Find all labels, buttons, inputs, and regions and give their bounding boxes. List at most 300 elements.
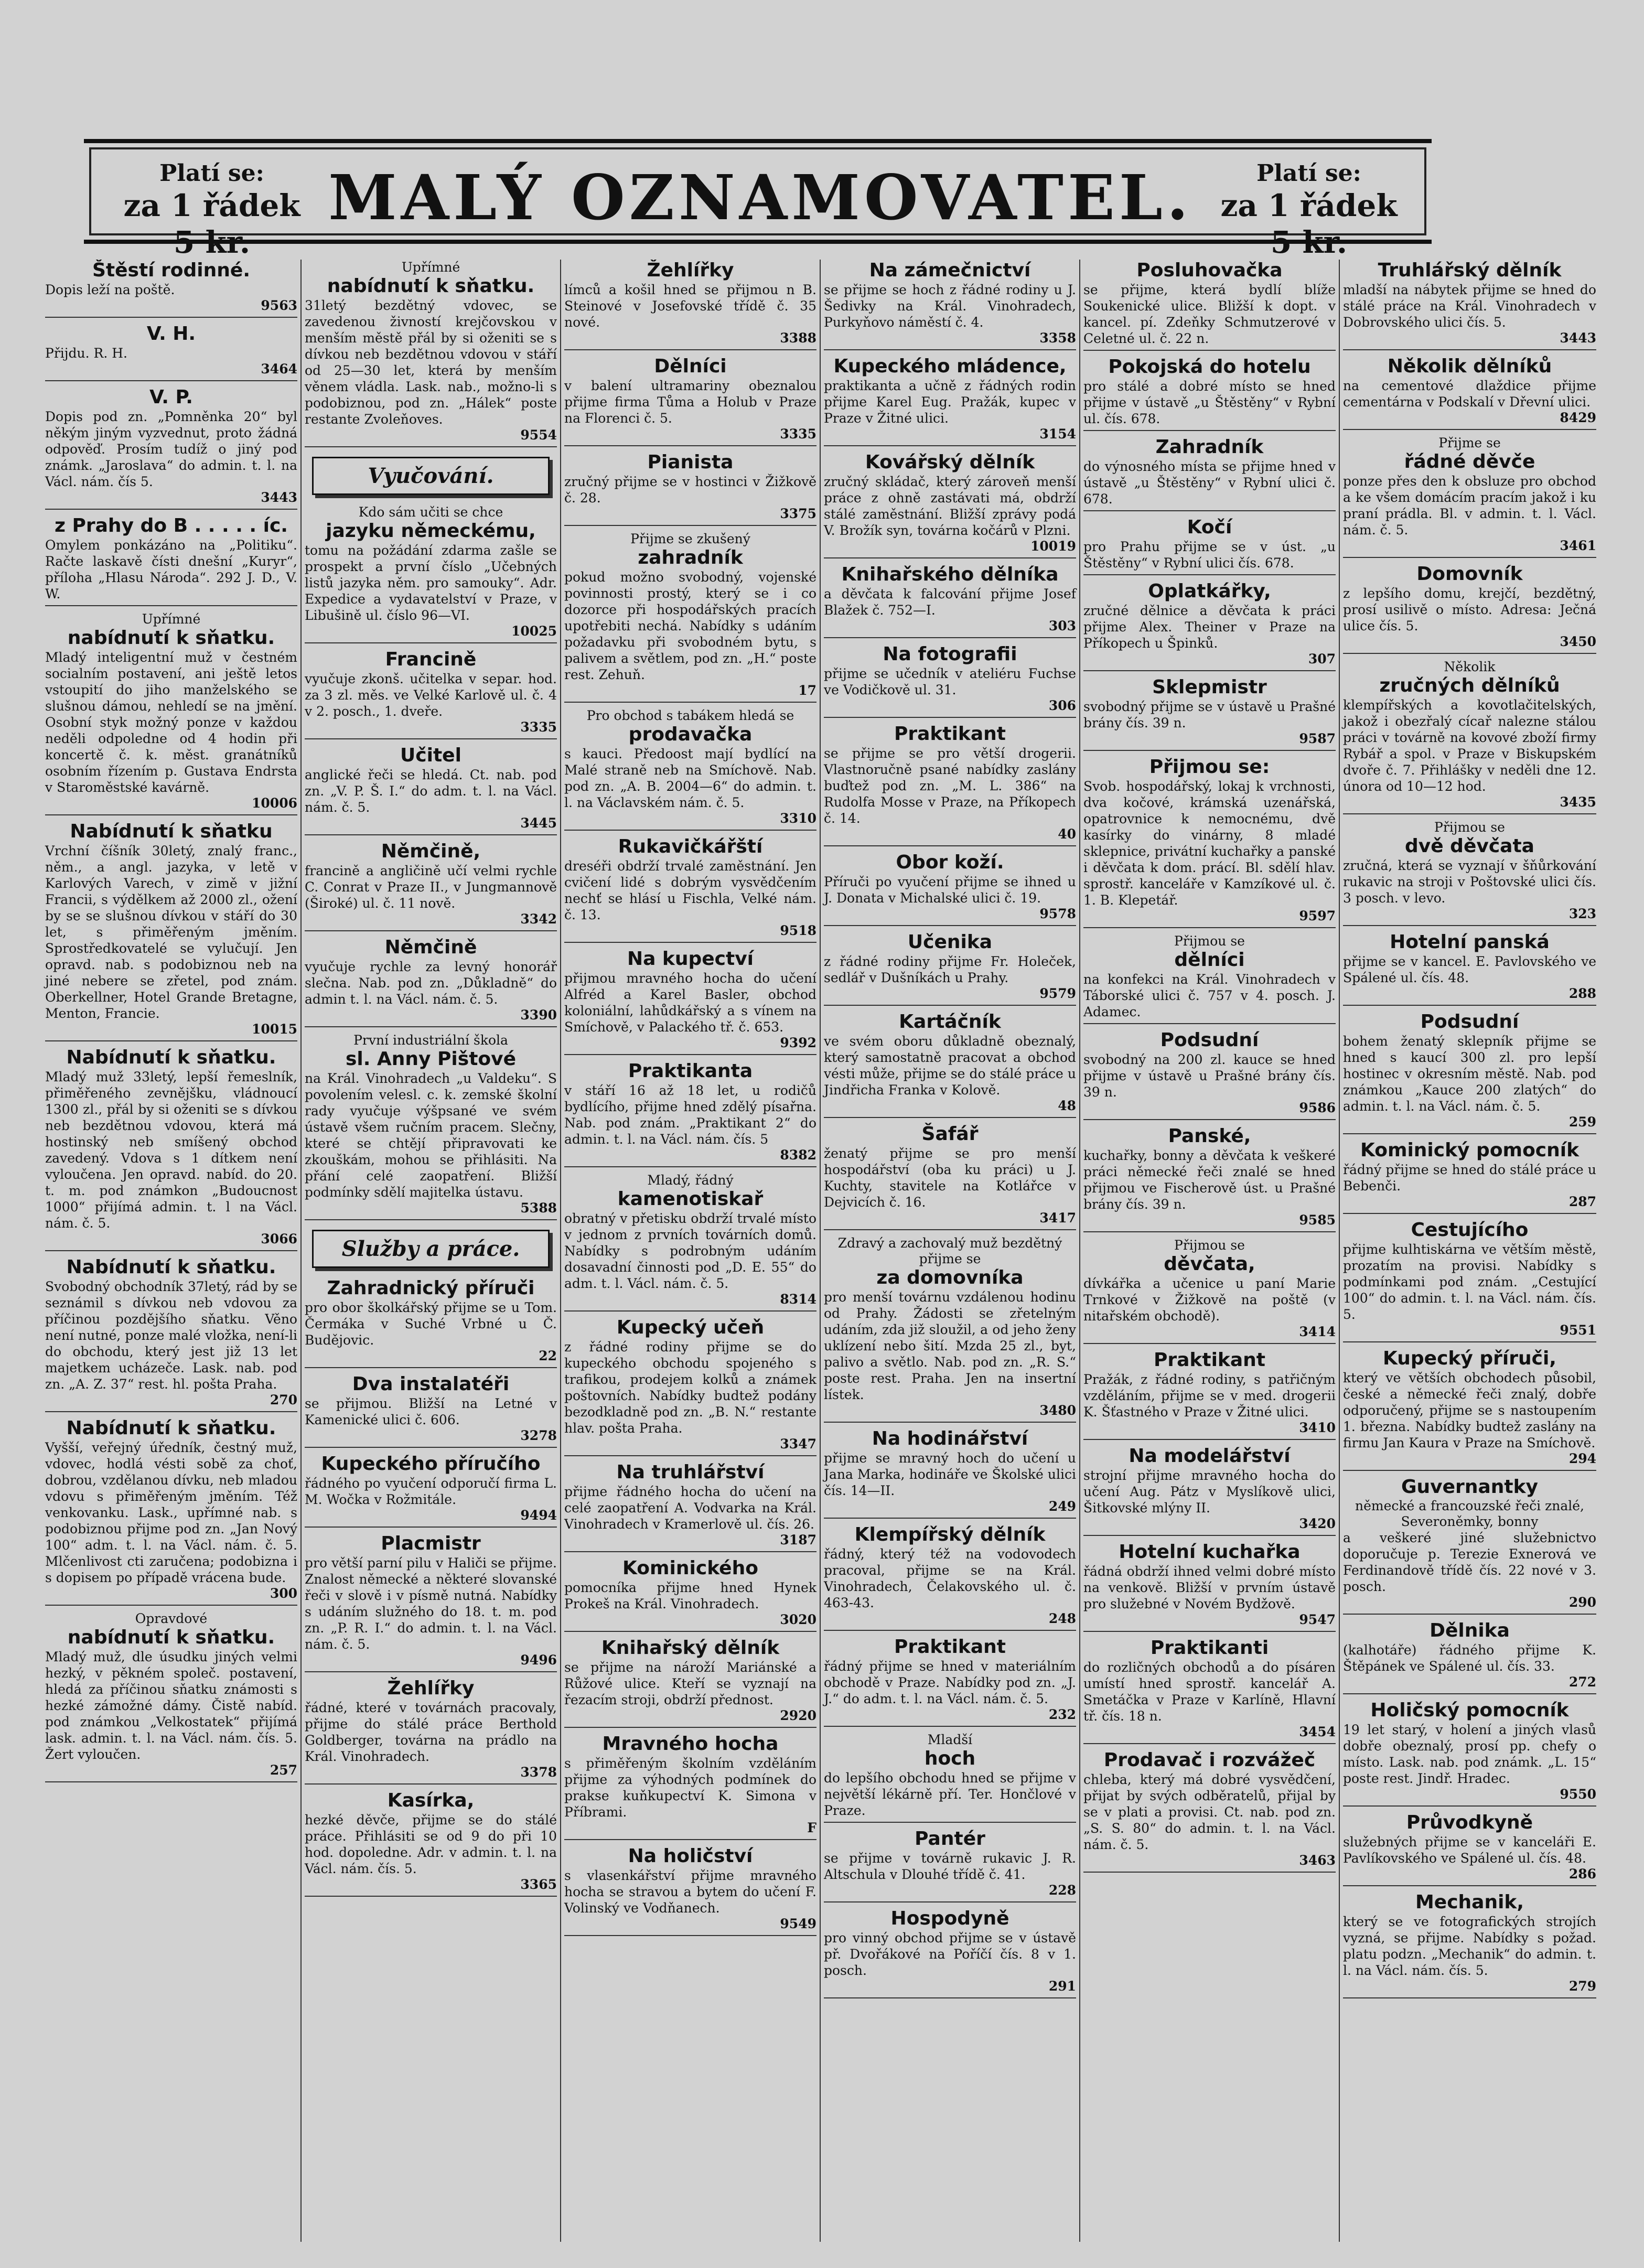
ad-body: na konfekci na Král. Vinohradech v Táborské ulici č. 757 v 4. posch. J. Adamec. <box>1083 972 1336 1019</box>
ad-heading: Pianista <box>647 452 734 473</box>
ad-number: 3310 <box>780 811 816 826</box>
ad-body: na Král. Vinohradech „u Valdeku“. S povolením velesl. c. k. zemské školní rady vyučuje výšpsané ve svém ústavě všem ručním pracem. Slečny, které se chtějí připravovati ke zkouškám, mohou se přihlásiti. Na přání celé zaopatření. Bližší podmínky sdělí majitelka ústavu. <box>305 1071 557 1200</box>
ad-body: řádné, které v továrnách pracovaly, přijme do stálé práce Berthold Goldberger, továrna na prádlo na Král. Vinohradech. <box>305 1700 557 1764</box>
ad-subheading: Přijme se zkušený <box>630 531 750 546</box>
classified-ad <box>564 1060 816 1167</box>
ad-heading: Kočí <box>1187 517 1232 538</box>
ad-number: 323 <box>1568 906 1596 921</box>
ad-number: 9494 <box>520 1508 557 1523</box>
ad-heading: Praktikant <box>894 1636 1006 1658</box>
classified-ad <box>305 841 557 931</box>
section-banner: Vyučování. <box>312 457 550 495</box>
ad-body: který se ve fotografických strojích vyzná, se přijme. Nabídky s požad. platu podzn. „Mechanik“ do admin. t. l. na Václ. nám. čís. 5. <box>1343 1914 1596 1978</box>
ad-body: ponze přes den k obsluze pro obchod a ke všem domácím pracím jakož i ku praní prádla. Bl. v admin. t. l. Václ. nám. č. 5. <box>1343 474 1596 538</box>
ad-number: 9518 <box>780 923 816 938</box>
ad-heading: nabídnutí k sňatku. <box>67 627 275 649</box>
ad-heading: Francině <box>385 649 477 670</box>
ad-heading: Praktikant <box>1154 1349 1265 1371</box>
ad-body: do rozličných obchodů a do písáren umístí hned sprostř. kancelář A. Smetáčka v Praze v Karlíně, Hlavní tř. čís. 18 n. <box>1083 1660 1336 1724</box>
classified-ad <box>824 643 1076 718</box>
classified-ad <box>1083 1749 1336 1873</box>
ad-divider <box>564 1839 816 1840</box>
ad-heading: Němčině, <box>381 841 481 862</box>
ad-body: klempířských a kovotlačitelských, jakož i obezřalý cícař nalezne stálou práci v továrně na kovové zboží firmy Rybář a spol. v Praze v Biskupském dvoře č. 7. Přihlášky v neděli dne 12. února od 10—12 hod. <box>1343 697 1596 794</box>
ad-divider <box>1083 750 1336 751</box>
ad-number: 40 <box>1058 826 1076 842</box>
ad-body: Omylem ponkázáno na „Politiku“. Račte laskavě čísti dnešní „Kuryr“, příloha „Hlasu Národa“. 292 J. D., V. W. <box>45 538 297 601</box>
ad-body: řádného po vyučení odporučí firma L. M. Wočka v Rožmitále. <box>305 1476 557 1507</box>
ad-number: 9563 <box>261 298 297 313</box>
ad-number: 3480 <box>1039 1403 1076 1418</box>
ad-divider <box>1083 1343 1336 1344</box>
ad-divider <box>305 642 557 643</box>
ad-number: 48 <box>1058 1098 1076 1113</box>
ad-number: 3365 <box>520 1877 557 1892</box>
ad-divider <box>564 525 816 526</box>
classified-ad <box>564 1461 816 1552</box>
ad-body: Pražák, z řádné rodiny, s patřičným vzděláním, přijme se v med. drogerii K. Šťastného v Praze v Žitné ulici. <box>1083 1372 1336 1420</box>
ad-subheading: Přijmou se <box>1174 1238 1245 1253</box>
classified-ad <box>564 1557 816 1632</box>
ad-heading: Dělnika <box>1430 1620 1510 1641</box>
classified-ad <box>45 515 297 606</box>
ad-number: 286 <box>1568 1866 1596 1882</box>
ad-body: zručné dělnice a děvčata k práci přijme Alex. Theiner v Praze na Příkopech u Špinků. <box>1083 603 1336 651</box>
classified-ad <box>1083 436 1336 511</box>
ad-divider <box>1083 1872 1336 1873</box>
ad-divider <box>824 845 1076 846</box>
classified-ad <box>1343 356 1596 430</box>
classified-ad <box>1343 1891 1596 1998</box>
classified-ad <box>305 260 557 447</box>
price-right-top: Platí se: <box>1256 160 1361 187</box>
ad-heading: Zahradnický příruči <box>327 1277 535 1299</box>
ad-subheading: Pro obchod s tabákem hledá se <box>586 708 794 723</box>
ad-divider <box>824 1901 1076 1902</box>
ad-divider <box>824 1005 1076 1006</box>
ad-heading: Praktikanti <box>1150 1637 1269 1659</box>
ad-number: 3435 <box>1560 794 1596 810</box>
classified-ad <box>564 452 816 526</box>
ad-heading: hoch <box>924 1748 976 1769</box>
ad-body: se přijme na nároží Mariánské a Růžové ulice. Kteří se vyznají na řezacím stroji, obdrží přednost. <box>564 1660 816 1707</box>
ad-heading: Mechanik, <box>1415 1891 1524 1913</box>
ad-heading: kamenotiskař <box>617 1188 764 1210</box>
price-right-bottom: za 1 řádek 5 kr. <box>1220 188 1398 260</box>
ad-number: 294 <box>1568 1451 1596 1466</box>
classified-ad <box>1343 1700 1596 1807</box>
ad-heading: V. H. <box>146 323 196 345</box>
ad-number: 10019 <box>1030 539 1076 554</box>
ad-divider <box>1343 1341 1596 1342</box>
ad-divider <box>1343 1885 1596 1886</box>
ad-divider <box>564 1455 816 1456</box>
ad-body: obratný v přetisku obdrží trvalé místo v jednom z prvních továrních domů. Nabídky s podrobným udáním dosavadní činnosti pod „D. E. 55“ do adm. t. l. Václ. nám. č. 5. <box>564 1211 816 1291</box>
ad-divider <box>564 1727 816 1728</box>
classified-ad <box>1343 1812 1596 1886</box>
ad-number: 9550 <box>1560 1787 1596 1802</box>
classified-ad <box>1343 435 1596 558</box>
ad-number: 3414 <box>1299 1324 1336 1339</box>
ad-divider <box>305 446 557 447</box>
ad-number: 3390 <box>520 1007 557 1023</box>
ad-body: s vlasenkářství přijme mravného hocha se stravou a bytem do učení F. Volinský ve Vodňanech. <box>564 1868 816 1916</box>
ad-number: 10025 <box>511 624 557 639</box>
ad-divider <box>824 349 1076 350</box>
ad-body: přijmou mravného hocha do učení Alfréd a Karel Basler, obchod koloniální, lahůdkářský a s vínem na Smíchově, v Palackého tř. č. 653. <box>564 971 816 1035</box>
ad-number: 228 <box>1048 1883 1076 1898</box>
ad-heading: dvě děvčata <box>1405 835 1534 857</box>
ad-heading: Nabídnutí k sňatku. <box>66 1417 276 1439</box>
ad-divider <box>1083 1231 1336 1232</box>
ad-number: 9549 <box>780 1916 816 1931</box>
ad-number: 3358 <box>1039 330 1076 346</box>
classified-ad <box>1083 356 1336 431</box>
ad-number: 3020 <box>780 1612 816 1627</box>
ad-body: Svob. hospodářský, lokaj k vrchnosti, dva kočové, krámská uzenářská, opatrovnice k nemocnému, dvě kasírky do vinárny, 8 mladé sklepnice, privátní kuchařky a panské i děvčata k dom. prácí. Bl. sdělí hlav. sprostř. kanceláře v Kamzíkové ul. č. 1. B. Klepetář. <box>1083 779 1336 908</box>
ad-divider <box>564 1310 816 1312</box>
ad-body: zručná, která se vyznají v šňůrkování rukavic na stroji v Poštovské ulici čís. 3 posch. v levo. <box>1343 858 1596 906</box>
ad-divider <box>1343 1693 1596 1694</box>
classified-ad <box>824 260 1076 350</box>
ad-body: a děvčata k falcování přijme Josef Blažek č. 752—I. <box>824 586 1076 618</box>
ad-heading: Němčině <box>384 937 477 958</box>
ad-body: z řádné rodiny přijme Fr. Holeček, sedlář v Dušníkách u Prahy. <box>824 954 1076 985</box>
ad-body: chleba, který má dobré vysvědčení, přijat by svých odběratelů, přijal by se v plati a provisi. Ct. nab. pod zn. „S. S. 80“ do admin. t. l. na Václ. nám. č. 5. <box>1083 1772 1336 1852</box>
ad-body: se přijme, která bydlí blíže Soukenické ulice. Bližší k dopt. v kancel. pí. Zdeňky Schmutzerové v Celetné ul. č. 22 n. <box>1083 282 1336 346</box>
classified-ad <box>305 1533 557 1672</box>
ad-heading: Dělníci <box>654 356 727 377</box>
ad-body: svobodný na 200 zl. kauce se hned přijme v ústavě u Prašné brány čís. 39 n. <box>1083 1052 1336 1100</box>
ad-number: 9554 <box>520 427 557 443</box>
ad-divider <box>45 1250 297 1251</box>
ad-heading: Nabídnutí k sňatku. <box>66 1256 276 1278</box>
ad-body: (kalhotáře) řádného přijme K. Štěpánek ve Spálené ul. čís. 33. <box>1343 1642 1596 1674</box>
ad-subheading: Zdravý a zachovalý muž bezdětný přijme se <box>837 1235 1062 1266</box>
ad-body: se přijme v továrně rukavic J. R. Altschula v Dlouhé třídě č. 41. <box>824 1851 1076 1882</box>
ad-body: Příruči po vyučení přijme se ihned u J. Donata v Michalské ulici č. 19. <box>824 874 1076 906</box>
ad-subheading: Upřímné <box>401 260 460 275</box>
classified-ad <box>824 1732 1076 1823</box>
classified-ad <box>1343 820 1596 926</box>
classified-ad <box>824 1828 1076 1902</box>
ad-body: francině a angličině učí velmi rychle C. Conrat v Praze II., v Jungmannově (Široké) ul. č. 11 nově. <box>305 863 557 911</box>
classified-ad <box>305 1373 557 1448</box>
ad-divider <box>1083 1119 1336 1120</box>
ad-heading: Rukavičkářští <box>618 836 763 857</box>
ad-divider <box>305 1527 557 1528</box>
ad-heading: Pantér <box>915 1828 985 1850</box>
ad-number: 3378 <box>520 1765 557 1780</box>
ad-heading: Žehlířky <box>387 1678 475 1699</box>
ad-number: 272 <box>1568 1674 1596 1690</box>
ad-number: 22 <box>539 1348 557 1363</box>
ad-divider <box>1083 1439 1336 1440</box>
ad-divider <box>1343 429 1596 430</box>
classified-ad <box>824 1636 1076 1727</box>
classified-ad <box>45 323 297 381</box>
ad-body: Dopis pod zn. „Pomněnka 20“ byl někým jiným vyzvednut, proto žádná odpověď. Prosím tudíž o jiný pod známk. „Jaroslava“ do admin. t. l. na Václ. nám. čís 5. <box>45 409 297 489</box>
ad-heading: sl. Anny Pištové <box>345 1048 517 1070</box>
ad-heading: Posluhovačka <box>1136 260 1283 281</box>
classified-ad <box>1343 1476 1596 1615</box>
ad-divider <box>824 1726 1076 1727</box>
ad-number: 3335 <box>780 426 816 442</box>
ad-number: 3445 <box>520 815 557 831</box>
ad-body: Svobodný obchodník 37letý, rád by se seznámil s dívkou neb vdovou za příčinou pozdějšího sňatku. Věno není nutné, ponze malé vložka, není-li do obchodu, který jest již 13 let majetkem ucházeče. Lask. nab. pod zn. „A. Z. 37“ rest. hl. pošta Praha. <box>45 1279 297 1392</box>
ad-heading: Domovník <box>1416 563 1523 585</box>
ad-heading: Na zámečnictví <box>869 260 1031 281</box>
ad-heading: Klempířský dělník <box>854 1524 1046 1545</box>
ad-number: 9392 <box>780 1035 816 1050</box>
ad-heading: Kovářský dělník <box>865 452 1035 473</box>
ad-divider <box>1083 510 1336 511</box>
ad-heading: Kartáčník <box>899 1011 1001 1033</box>
price-left-bottom: za 1 řádek 5 kr. <box>123 188 300 260</box>
ad-body: pro obor školkářský přijme se u Tom. Čermáka v Suché Vrbné u Č. Budějovic. <box>305 1300 557 1348</box>
classified-ad <box>564 356 816 446</box>
ad-body: služebných přijme se v kanceláři E. Pavlíkovského ve Spálené ul. čís. 48. <box>1343 1834 1596 1866</box>
ad-heading: Průvodkyně <box>1406 1812 1533 1833</box>
ad-body: v stáří 16 až 18 let, u rodičů bydlícího, přijme hned zdělý písařna. Nab. pod znám. „Praktikant 2“ do admin. t. l. na Václ. nám. čís. 5 <box>564 1083 816 1147</box>
ad-body: do výnosného místa se přijme hned v ústavě „u Štěstěny“ v Rybní ulici č. 678. <box>1083 459 1336 507</box>
ad-divider <box>824 717 1076 718</box>
ad-number: 270 <box>270 1392 297 1407</box>
ad-heading: Zahradník <box>1155 436 1264 458</box>
ad-heading: za domovníka <box>876 1267 1024 1288</box>
ad-number: 8429 <box>1560 410 1596 425</box>
ad-body: řádný přijme se hned do stálé práce u Bebenči. <box>1343 1162 1596 1194</box>
classified-ad <box>1083 1541 1336 1632</box>
classified-ad <box>824 931 1076 1006</box>
ad-body: přijme kulhtiskárna ve větším městě, prozatím na provisi. Nabídky s podmínkami pod znám. „Cestující 100“ do admin. t. l. na Václ. nám. čís. 5. <box>1343 1242 1596 1322</box>
ad-number: 248 <box>1048 1611 1076 1626</box>
ad-body: praktikanta a učně z řádných rodin přijme Karel Eug. Pražák, kupec v Praze v Žitné ulici. <box>824 378 1076 426</box>
ad-subheading: Přijmou se <box>1174 933 1245 949</box>
classified-ad <box>564 708 816 831</box>
classified-ad <box>305 745 557 835</box>
ad-body: přijme se v kancel. E. Pavlovského ve Spálené ul. čís. 48. <box>1343 954 1596 985</box>
ad-number: 8382 <box>780 1147 816 1163</box>
ad-heading: Placmistr <box>381 1533 481 1554</box>
ad-heading: Pokojská do hotelu <box>1108 356 1311 378</box>
ad-column-4 <box>821 260 1080 2242</box>
ad-divider <box>1083 430 1336 431</box>
ad-heading: Na holičství <box>628 1845 753 1867</box>
ad-heading: Na hodinářství <box>872 1428 1028 1449</box>
classified-ad <box>564 948 816 1055</box>
ad-divider <box>1083 350 1336 351</box>
ad-body: vyučuje rychle za levný honorář slečna. Nab. pod zn. „Důkladně“ do admin t. l. na Václ. nám. č. 5. <box>305 959 557 1007</box>
classified-ad <box>564 1637 816 1728</box>
ad-body: do lepšího obchodu hned se přijme v největší lékárně pří. Ter. Hončlové v Praze. <box>824 1770 1076 1818</box>
ad-heading: dělníci <box>1174 949 1245 971</box>
ad-body: hezké děvče, přijme se do stálé práce. Přihlásiti se od 9 do při 10 hod. dopoledne. Adr. v admin. t. l. na Václ. nám. čís. 5. <box>305 1812 557 1876</box>
ad-number: F <box>807 1820 816 1835</box>
ad-subheading: Mladší <box>927 1732 973 1747</box>
ad-heading: Hospodyně <box>890 1908 1009 1929</box>
classified-ad <box>564 836 816 943</box>
classified-ad <box>45 260 297 318</box>
classified-ad <box>824 1123 1076 1230</box>
ad-number: 307 <box>1308 651 1336 667</box>
masthead-frame <box>89 147 1426 260</box>
ad-heading: Nabídnutí k sňatku. <box>66 1047 276 1068</box>
classified-ad <box>1083 1238 1336 1344</box>
ad-divider <box>1343 653 1596 654</box>
ad-body: pro menší továrnu vzdálenou hodinu od Prahy. Žádosti se zřetelným udáním, zda již sloužil, a od jeho ženy uklízení nebo šití. Mzda 25 zl., byt, palivo a světlo. Nab. pod zn. „R. S.“ poste rest. Praha. Jen na insertní lístek. <box>824 1289 1076 1402</box>
classified-ad <box>305 1277 557 1368</box>
ad-divider <box>305 1671 557 1672</box>
ad-divider <box>564 942 816 943</box>
ad-body: s kauci. Předoost mají bydlící na Malé straně neb na Smíchově. Nab. pod zn. „A. B. 2004—6“ do admin. t. l. na Václavském nám. č. 5. <box>564 746 816 810</box>
ad-body: z řádné rodiny přijme se do kupeckého obchodu spojeného s trafikou, prodejem kolků a známek poštovních. Nabídky budtež podány bezodkladně pod zn. „B. N.“ restante hlav. pošta Praha. <box>564 1339 816 1436</box>
ad-heading: Nabídnutí k sňatku <box>70 821 273 842</box>
classified-ad <box>1343 1219 1596 1342</box>
ad-column-6 <box>1340 260 1599 2242</box>
ad-number: 9578 <box>1039 906 1076 921</box>
ad-number: 3347 <box>780 1436 816 1452</box>
ad-body: Mladý inteligentní muž v čestném socialním postavení, ani ještě letos vstoupití do jiho manželského se slušnou dámou, nehledí se na jmění. Osobní styk možný ponze v každou neděli odpoledne od 4 hodin při koncertě č. k. měst. granátníků osobním řízením p. Gustava Endrsta v Staroměstské kavárně. <box>45 650 297 795</box>
ad-number: 3066 <box>261 1231 297 1246</box>
ad-number: 3443 <box>1560 330 1596 346</box>
ad-heading: nabídnutí k sňatku. <box>327 275 535 297</box>
ad-heading: Holičský pomocník <box>1370 1700 1569 1721</box>
ad-divider <box>564 702 816 703</box>
ad-body: ve svém oboru důkladně obeznalý, který samostatně pracovat a obchod vésti může, přijme se do stálé práce u Jindřicha Franka v Kolově. <box>824 1034 1076 1098</box>
ad-heading: řádné děvče <box>1404 451 1535 472</box>
ad-number: 17 <box>798 683 816 698</box>
ad-subheading: Opravdové <box>135 1611 208 1626</box>
ad-number: 9586 <box>1299 1100 1336 1115</box>
ad-divider <box>1343 1470 1596 1471</box>
classified-ad <box>45 821 297 1041</box>
classified-ad <box>1343 260 1596 350</box>
ad-divider <box>564 1935 816 1936</box>
ad-heading: Kupecký příruči, <box>1383 1348 1556 1369</box>
ad-heading: Mravného hocha <box>602 1733 779 1755</box>
ad-heading: V. P. <box>149 386 193 408</box>
ad-divider <box>824 445 1076 446</box>
ad-heading: Na truhlářství <box>616 1461 765 1483</box>
classified-ad <box>1083 1125 1336 1232</box>
classified-ad <box>305 937 557 1027</box>
ad-heading: Prodavač i rozvážeč <box>1103 1749 1316 1771</box>
ad-divider <box>824 1117 1076 1118</box>
ad-body: pro větší parní pilu v Haliči se přijme. Znalost německé a některé slovanské řeči v slově i v písmě nutná. Nabídky s udáním služného do 18. t. m. pod zn. „P. R. I.“ do admin. t. l. na Václ. nám. č. 5. <box>305 1555 557 1652</box>
ad-intro: Kdo sám učiti se chce <box>358 504 503 520</box>
ad-number: 3420 <box>1299 1516 1336 1531</box>
ad-body: který ve větších obchodech působil, české a německé řeči znalý, dobře odporučený, přijme se s nastoupením 1. března. Nabídky budtež zaslány na firmu Jan Kaura v Praze na Smíchově. <box>1343 1370 1596 1450</box>
ad-body: vyučuje zkonš. učitelka v separ. hod. za 3 zl. měs. ve Velké Karlově ul. č. 4 v 2. posch., 1. dveře. <box>305 671 557 719</box>
classified-ad <box>824 1524 1076 1631</box>
ad-number: 288 <box>1568 986 1596 1001</box>
ad-number: 290 <box>1568 1595 1596 1610</box>
ad-heading: Štěstí rodinné. <box>92 260 250 281</box>
ad-number: 3335 <box>520 719 557 735</box>
ad-heading: Přijmou se: <box>1149 756 1270 778</box>
ad-body: z lepšího domu, krejčí, bezdětný, prosí usilivě o místo. Adresa: Ječná ulice čís. 5. <box>1343 586 1596 633</box>
classified-ad <box>1343 1620 1596 1694</box>
section-banner: Služby a práce. <box>312 1230 550 1268</box>
ad-divider <box>305 738 557 739</box>
ad-heading: Kupeckého mládence, <box>833 356 1067 377</box>
ad-heading: Praktikant <box>894 723 1006 745</box>
ad-body: se přijmou. Bližší na Letné v Kamenické ulici č. 606. <box>305 1396 557 1427</box>
ad-number: 9551 <box>1560 1323 1596 1338</box>
classified-ad <box>305 1678 557 1785</box>
ad-body: pro stálé a dobré místo se hned přijme v ústavě „u Štěstěny“ v Rybní ul. čís. 678. <box>1083 379 1336 426</box>
ad-body: s přiměřeným školním vzděláním přijme za výhodných podmínek do prakse kuňkupectví K. Simona v Příbrami. <box>564 1756 816 1820</box>
ad-heading: Praktikanta <box>628 1060 753 1082</box>
classified-ad <box>824 852 1076 926</box>
ad-heading: Na modelářství <box>1129 1445 1291 1467</box>
ad-subheading: Několik <box>1444 659 1496 674</box>
ad-heading: Guvernantky <box>1401 1476 1538 1498</box>
ad-heading: Truhlářský dělník <box>1378 260 1562 281</box>
classified-ad <box>824 1428 1076 1519</box>
classified-ad <box>1083 1029 1336 1120</box>
ad-body: a veškeré jiné služebnictvo doporučuje p. Terezie Exnerová ve Ferdinandově třídě čís. 22 nové v 3. posch. <box>1343 1530 1596 1594</box>
ad-divider <box>824 557 1076 558</box>
classified-ad <box>1083 1445 1336 1536</box>
ad-divider <box>1343 1133 1596 1134</box>
ad-subheading: První industriální škola <box>353 1033 508 1048</box>
classified-ad <box>1083 517 1336 575</box>
ad-body: Dopis leží na poště. <box>45 282 175 297</box>
ad-heading: zahradník <box>638 547 743 568</box>
ad-body: pro vinný obchod přijme se v ústavě př. Dvořákové na Poříčí čís. 8 v 1. posch. <box>824 1930 1076 1978</box>
classified-ad <box>45 1417 297 1606</box>
ad-heading: Panské, <box>1168 1125 1251 1147</box>
classified-ad <box>564 531 816 703</box>
ad-divider <box>305 1219 557 1220</box>
ad-body: řádný, který též na vodovodech pracoval, přijme se na Král. Vinohradech, Čelakovského ul. č. 463-43. <box>824 1546 1076 1610</box>
ad-number: 3375 <box>780 506 816 521</box>
ad-heading: prodavačka <box>628 724 753 745</box>
ad-body: 19 let starý, v holení a jiných vlasů dobře obeznalý, prosí pp. chefy o místo. Lask. nab. pod známk. „L. 15“ poste rest. Jindř. Hradec. <box>1343 1722 1596 1786</box>
classified-ad <box>824 564 1076 638</box>
ad-number: 249 <box>1048 1499 1076 1514</box>
classified-ad <box>824 1908 1076 1998</box>
masthead-price-left <box>112 160 311 261</box>
classified-ad <box>45 611 297 815</box>
ad-subheading: Upřímné <box>142 611 201 627</box>
ad-body: pro Prahu přijme se v úst. „u Štěstěny“ v Rybní ulici čís. 678. <box>1083 539 1336 571</box>
ad-divider <box>824 1518 1076 1519</box>
page-title: MALÝ OZNAMOVATEL. <box>328 161 1192 234</box>
ad-number: 3443 <box>261 490 297 505</box>
ad-heading: Podsudní <box>1160 1029 1259 1051</box>
classified-ad <box>305 649 557 739</box>
ad-heading: Na kupectví <box>627 948 754 970</box>
ad-divider <box>1083 1743 1336 1744</box>
ad-divider <box>824 1422 1076 1423</box>
ad-body: límců a košil hned se přijmou n B. Steinové v Josefovské třídě č. 35 nové. <box>564 282 816 330</box>
ad-heading: nabídnutí k sňatku. <box>67 1627 275 1648</box>
ad-heading: Několik dělníků <box>1387 356 1552 377</box>
ad-number: 5388 <box>520 1200 557 1216</box>
ad-heading: Šafář <box>921 1123 979 1145</box>
ad-body: 31letý bezdětný vdovec, se zavedenou živností krejčovskou v menším městě přál by si oženiti se s dívkou neb bezdětnou vdovou v stáří od 25—30 let, která by menším věnem vládla. Lask. nab., možno-li s podobiznou, pod zn. „Hálek“ poste restante Zvoleňoves. <box>305 298 557 427</box>
ad-divider <box>824 1630 1076 1631</box>
ad-body: Mladý muž, dle úsudku jiných velmi hezký, v pěkném společ. postavení, hledá za příčinou sňatku známosti s hezké zámožné dámy. Čistě nabíd. pod známkou „Velkostatek“ přijímá lask. admin. t. l. na Václ. nám. čís. 5. Žert vyloučen. <box>45 1649 297 1762</box>
classified-ad <box>824 1235 1076 1423</box>
ad-divider <box>824 637 1076 638</box>
classified-ad <box>824 356 1076 446</box>
ad-number: 3410 <box>1299 1420 1336 1435</box>
ad-body: strojní přijme mravného hocha do učení Aug. Pátz v Myslíkově ulici, Šitkovské mlýny II. <box>1083 1468 1336 1515</box>
